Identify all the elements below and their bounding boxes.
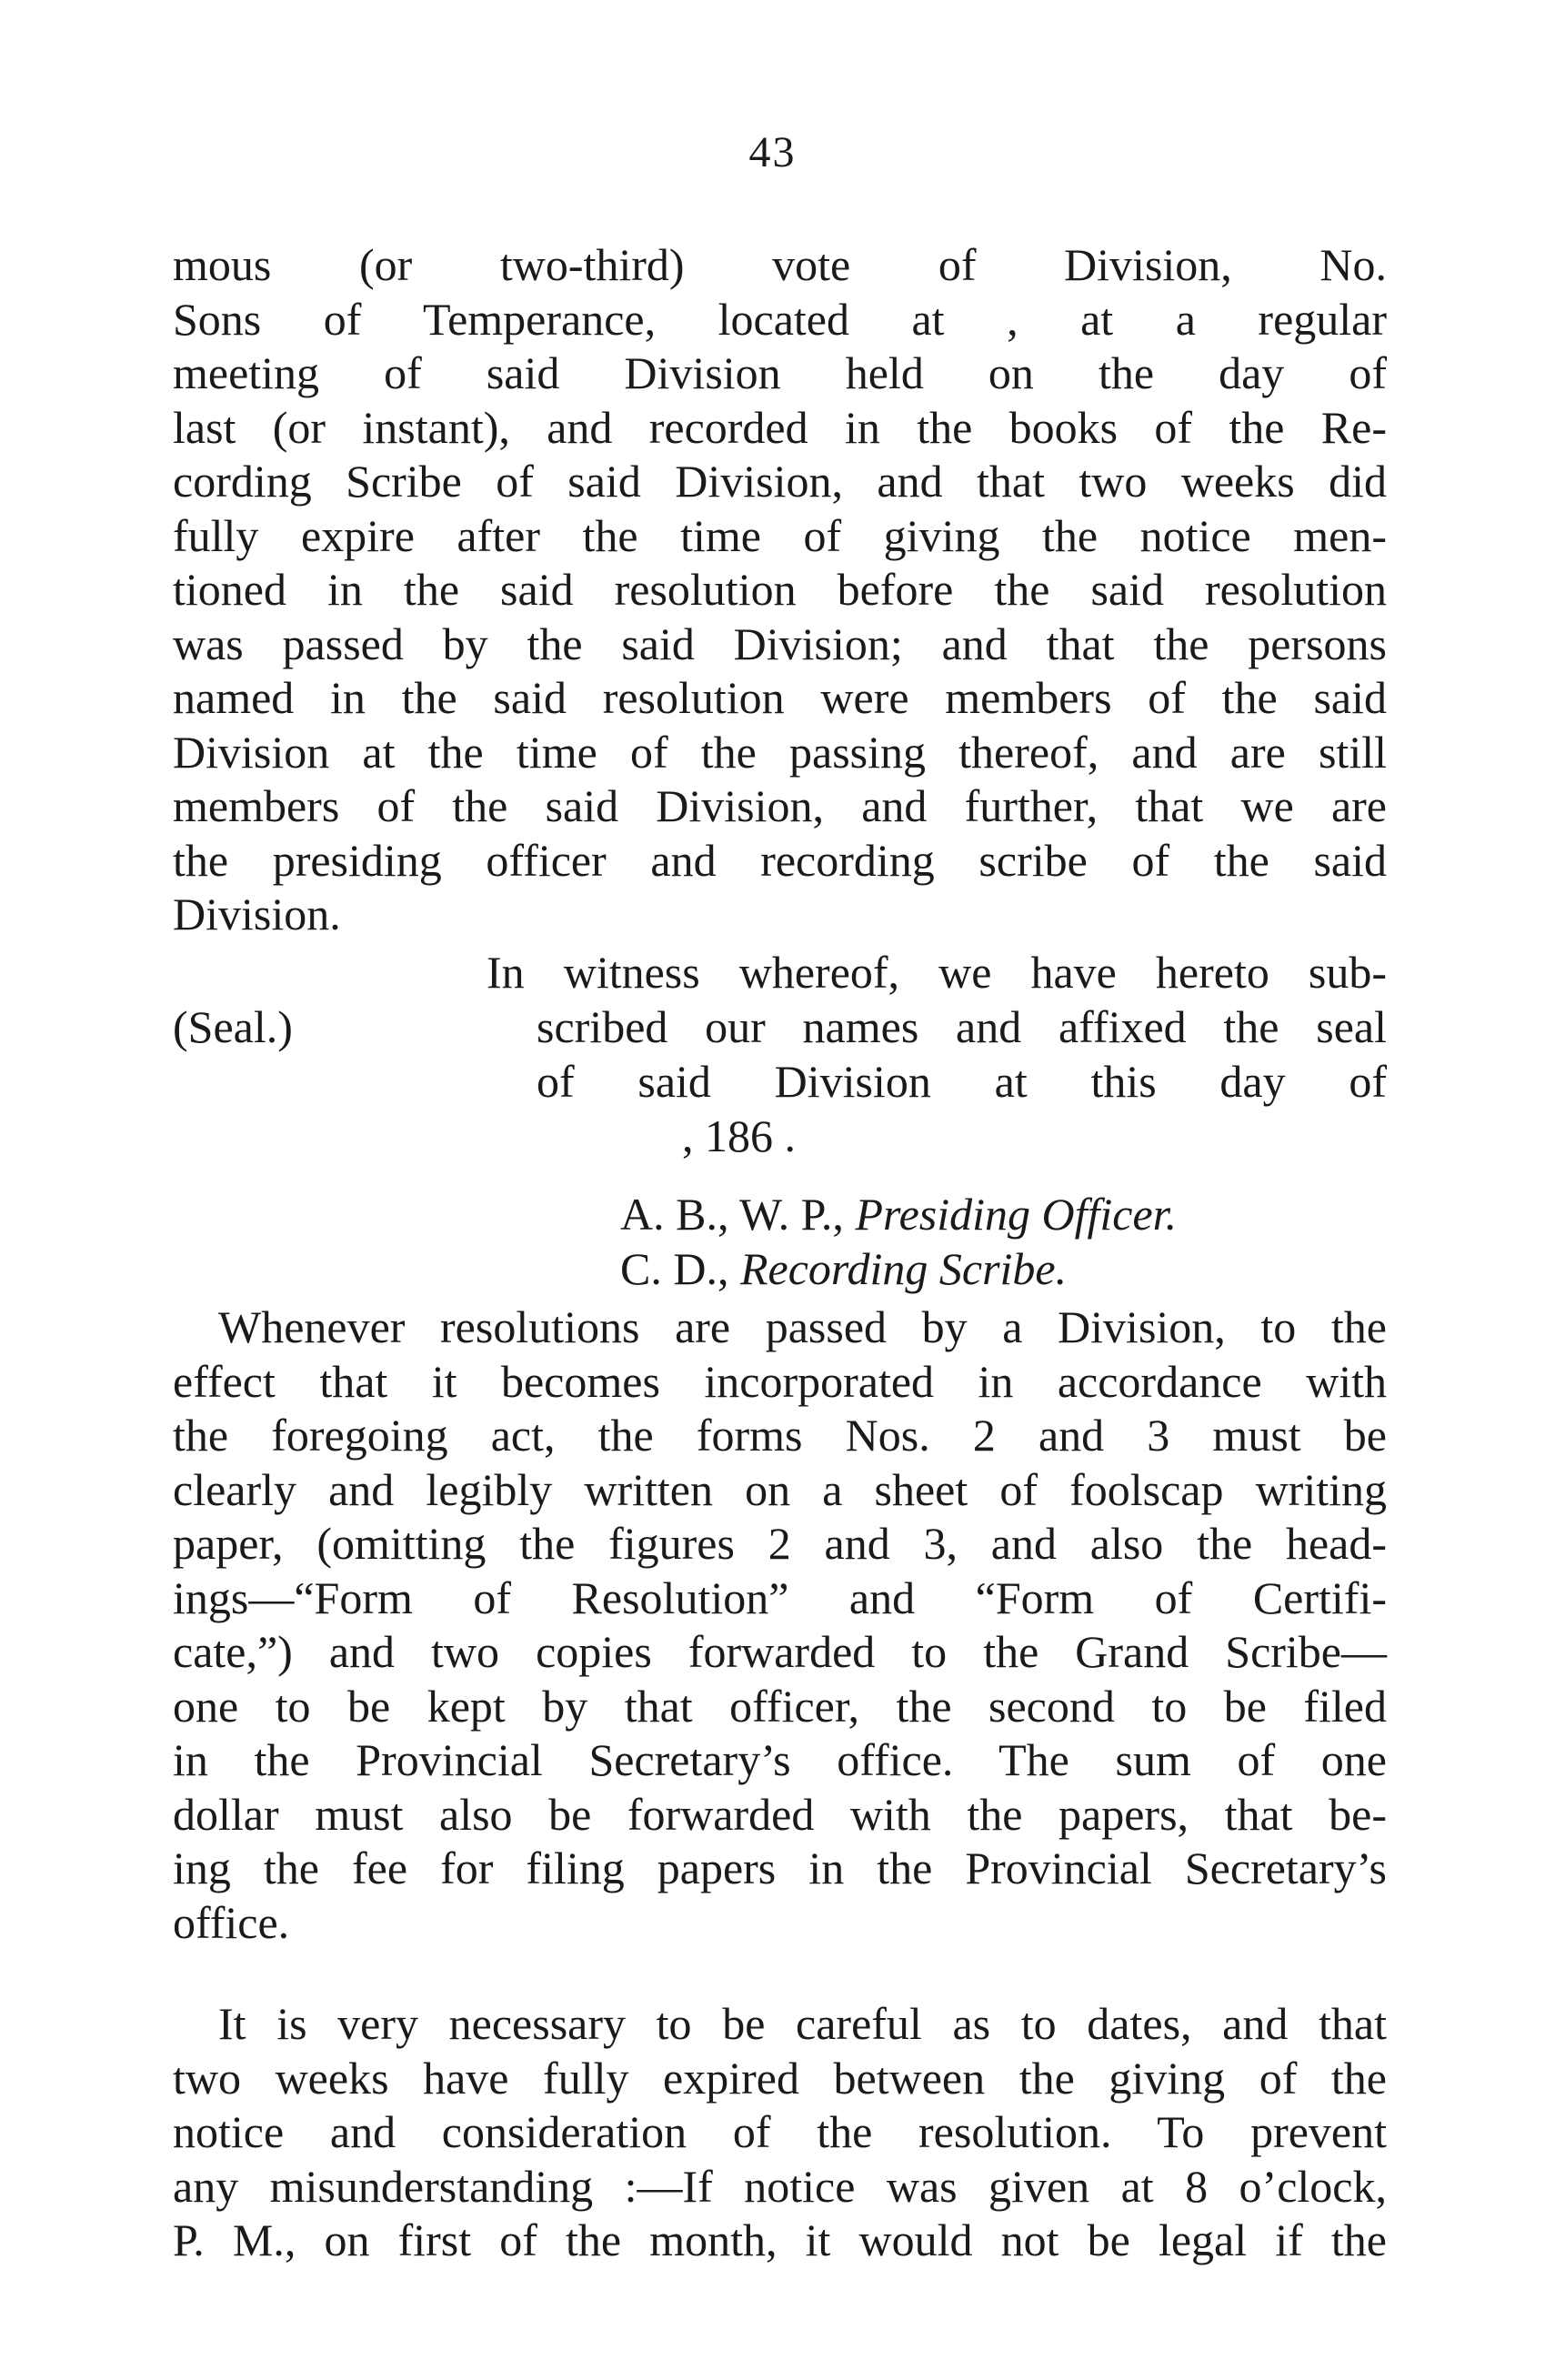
text-line: cording Scribe of said Division, and that two weeks did — [173, 456, 1387, 507]
text-line: meeting of said Division held on the day of — [173, 347, 1387, 398]
text-line: one to be kept by that officer, the second to be filed — [173, 1680, 1387, 1732]
text-line: Sons of Temperance, located at , at a regular — [173, 293, 1387, 345]
text-line: effect that it becomes incorporated in accordance with — [173, 1355, 1387, 1407]
signature-name: A. B., W. P., — [620, 1189, 856, 1240]
text-line: Whenever resolutions are passed by a Division, to the — [218, 1301, 1387, 1352]
text-line: Division at the time of the passing thereof, and are still — [173, 726, 1387, 778]
witness-line: In witness whereof, we have hereto sub- — [487, 947, 1387, 998]
text-line: office. — [173, 1896, 290, 1948]
text-line: was passed by the said Division; and that the persons — [173, 618, 1387, 669]
text-line: members of the said Division, and further, that we are — [173, 780, 1387, 831]
text-line: It is very necessary to be careful as to dates, and that — [218, 1998, 1387, 2049]
text-line: ing the fee for filing papers in the Provincial Secretary’s — [173, 1843, 1387, 1893]
text-line: Division. — [173, 889, 341, 939]
witness-line: , 186 . — [682, 1110, 796, 1161]
paragraph-certificate — [173, 238, 1387, 942]
text-line: the presiding officer and recording scribe of the said — [173, 834, 1387, 886]
text-line: any misunderstanding :—If notice was given at 8 o’clock, — [173, 2160, 1387, 2212]
text-line: mous (or two-third) vote of Division, No. — [173, 239, 1387, 290]
witness-line: of said Division at this day of — [537, 1056, 1387, 1107]
text-line: dollar must also be forwarded with the papers, that be- — [173, 1788, 1387, 1840]
signature-name: C. D., — [620, 1243, 740, 1294]
text-line: last (or instant), and recorded in the books of the Re- — [173, 401, 1387, 453]
witness-line: scribed our names and affixed the seal — [537, 1001, 1387, 1052]
seal-label: (Seal.) — [173, 1001, 293, 1052]
text-line: P. M., on first of the month, it would not be legal if the — [173, 2214, 1387, 2265]
text-line: named in the said resolution were members of the said — [173, 672, 1387, 723]
text-line: tioned in the said resolution before the said resolution — [173, 564, 1387, 615]
text-line: fully expire after the time of giving the notice men- — [173, 509, 1387, 561]
text-line: the foregoing act, the forms Nos. 2 and 3 must be — [173, 1410, 1387, 1461]
text-line: two weeks have fully expired between the giving of the — [173, 2052, 1387, 2104]
paragraph-dates — [173, 1997, 1387, 2268]
signature-title: Recording Scribe. — [739, 1243, 1068, 1294]
text-line: ings—“Form of Resolution” and “Form of Certifi- — [173, 1572, 1387, 1623]
signature-title: Presiding Officer. — [855, 1189, 1178, 1240]
text-line: cate,”) and two copies forwarded to the Grand Scribe— — [173, 1626, 1387, 1677]
text-line: notice and consideration of the resolution. To prevent — [173, 2106, 1387, 2157]
text-line: paper, (omitting the figures 2 and 3, and also the head- — [173, 1518, 1387, 1569]
signature-presiding-officer — [620, 1188, 1177, 1242]
paragraph-instructions — [173, 1300, 1387, 1950]
text-line: in the Provincial Secretary’s office. The sum of one — [173, 1734, 1387, 1785]
signature-recording-scribe — [620, 1242, 1067, 1297]
page-number: 43 — [748, 128, 797, 176]
text-line: clearly and legibly written on a sheet of foolscap writing — [173, 1463, 1387, 1515]
